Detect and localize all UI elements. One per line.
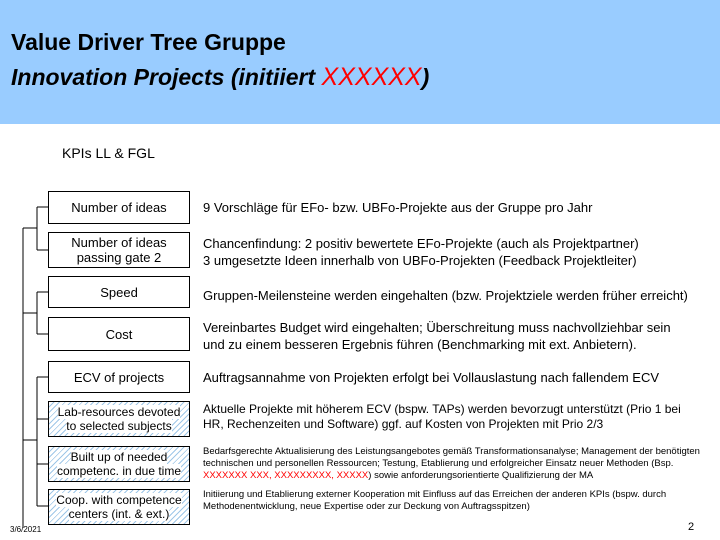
kpi-box-cost [48, 317, 190, 351]
description-placeholder: XXXXXXX XXX, XXXXXXXXX, XXXXX [203, 470, 369, 481]
description-line: Chancenfindung: 2 positiv bewertete EFo-Projekte (auch als Projektpartner) [203, 236, 639, 251]
kpi-label: passing gate 2 [76, 250, 162, 265]
subtitle-placeholder: XXXXXX [321, 63, 422, 91]
kpi-description [203, 446, 703, 482]
description-line: HR, Rechenzeiten und Software) ggf. auf Kosten von Projekten mit Prio 2/3 [203, 417, 604, 431]
description-line: 9 Vorschläge für EFo- bzw. UBFo-Projekte aus der Gruppe pro Jahr [203, 200, 593, 215]
subtitle-suffix: ) [421, 64, 430, 90]
description-line: Vereinbartes Budget wird eingehalten; Überschreitung muss nachvollziehbar sein [203, 320, 671, 335]
page-number: 2 [688, 521, 695, 533]
kpi-box-competence-buildup [48, 446, 190, 482]
kpi-heading: KPIs LL & FGL [62, 145, 155, 161]
kpi-label: Number of ideas [71, 200, 167, 215]
kpi-label: Lab-resources devoted [57, 405, 181, 419]
kpi-description [203, 489, 703, 513]
description-line: 3 umgesetzte Ideen innerhalb von UBFo-Projekten (Feedback Projektleiter) [203, 253, 637, 268]
kpi-label: Speed [100, 285, 138, 300]
kpi-label: Cost [105, 326, 133, 342]
footer-date: 3/6/2021 [10, 525, 42, 534]
kpi-description [203, 319, 720, 353]
kpi-label: Coop. with competence [56, 493, 182, 507]
kpi-label: to selected subjects [66, 419, 172, 433]
kpi-description [203, 402, 720, 432]
subtitle-prefix: Innovation Projects (initiiert [11, 64, 322, 90]
kpi-description [203, 369, 720, 386]
kpi-box-lab-resources [48, 401, 190, 437]
kpi-box-cooperation [48, 489, 190, 525]
kpi-label: competenc. in due time [56, 464, 182, 478]
description-line: Gruppen-Meilensteine werden eingehalten (bzw. Projektziele werden früher erreicht) [203, 288, 688, 303]
description-line: Auftragsannahme von Projekten erfolgt bei Vollauslastung nach fallendem ECV [203, 370, 660, 385]
description-line: Aktuelle Projekte mit höherem ECV (bspw. TAPs) werden bevorzugt unterstützt (Prio 1 bei [203, 402, 681, 416]
description-text: ) sowie anforderungsorientierte Qualifizierung der MA [368, 470, 594, 481]
kpi-label: Built up of needed [70, 450, 168, 464]
kpi-label: ECV of projects [73, 369, 165, 385]
kpi-label: Number of ideas [71, 235, 167, 250]
kpi-box-ideas-passing-gate [48, 232, 190, 268]
kpi-box-ecv [48, 361, 190, 393]
header-banner [0, 0, 720, 124]
description-text: Initiierung und Etablierung externer Kooperation mit Einfluss auf das Erreichen der anderen KPIs (bspw. durch Methodenentwicklung, neue Expertise oder zur Deckung von Auftragsspitzen) [203, 489, 667, 512]
kpi-description [203, 235, 720, 269]
slide-subtitle [11, 63, 429, 92]
description-text: Bedarfsgerechte Aktualisierung des Leistungsangebotes gemäß Transformationsanalyse; Management der benötigten technischen und personellen Ressourcen; Testung, Etablierung und erfolgreicher Einsatz neuer Methoden (Bsp. [203, 446, 700, 469]
kpi-description [203, 199, 720, 216]
kpi-box-speed [48, 276, 190, 308]
description-line: und zu einem besseren Ergebnis führen (Benchmarking mit ext. Anbietern). [203, 337, 637, 352]
kpi-label: centers (int. & ext.) [68, 507, 170, 521]
slide-title: Value Driver Tree Gruppe [11, 29, 286, 55]
kpi-description [203, 287, 720, 304]
kpi-box-number-of-ideas [48, 191, 190, 224]
